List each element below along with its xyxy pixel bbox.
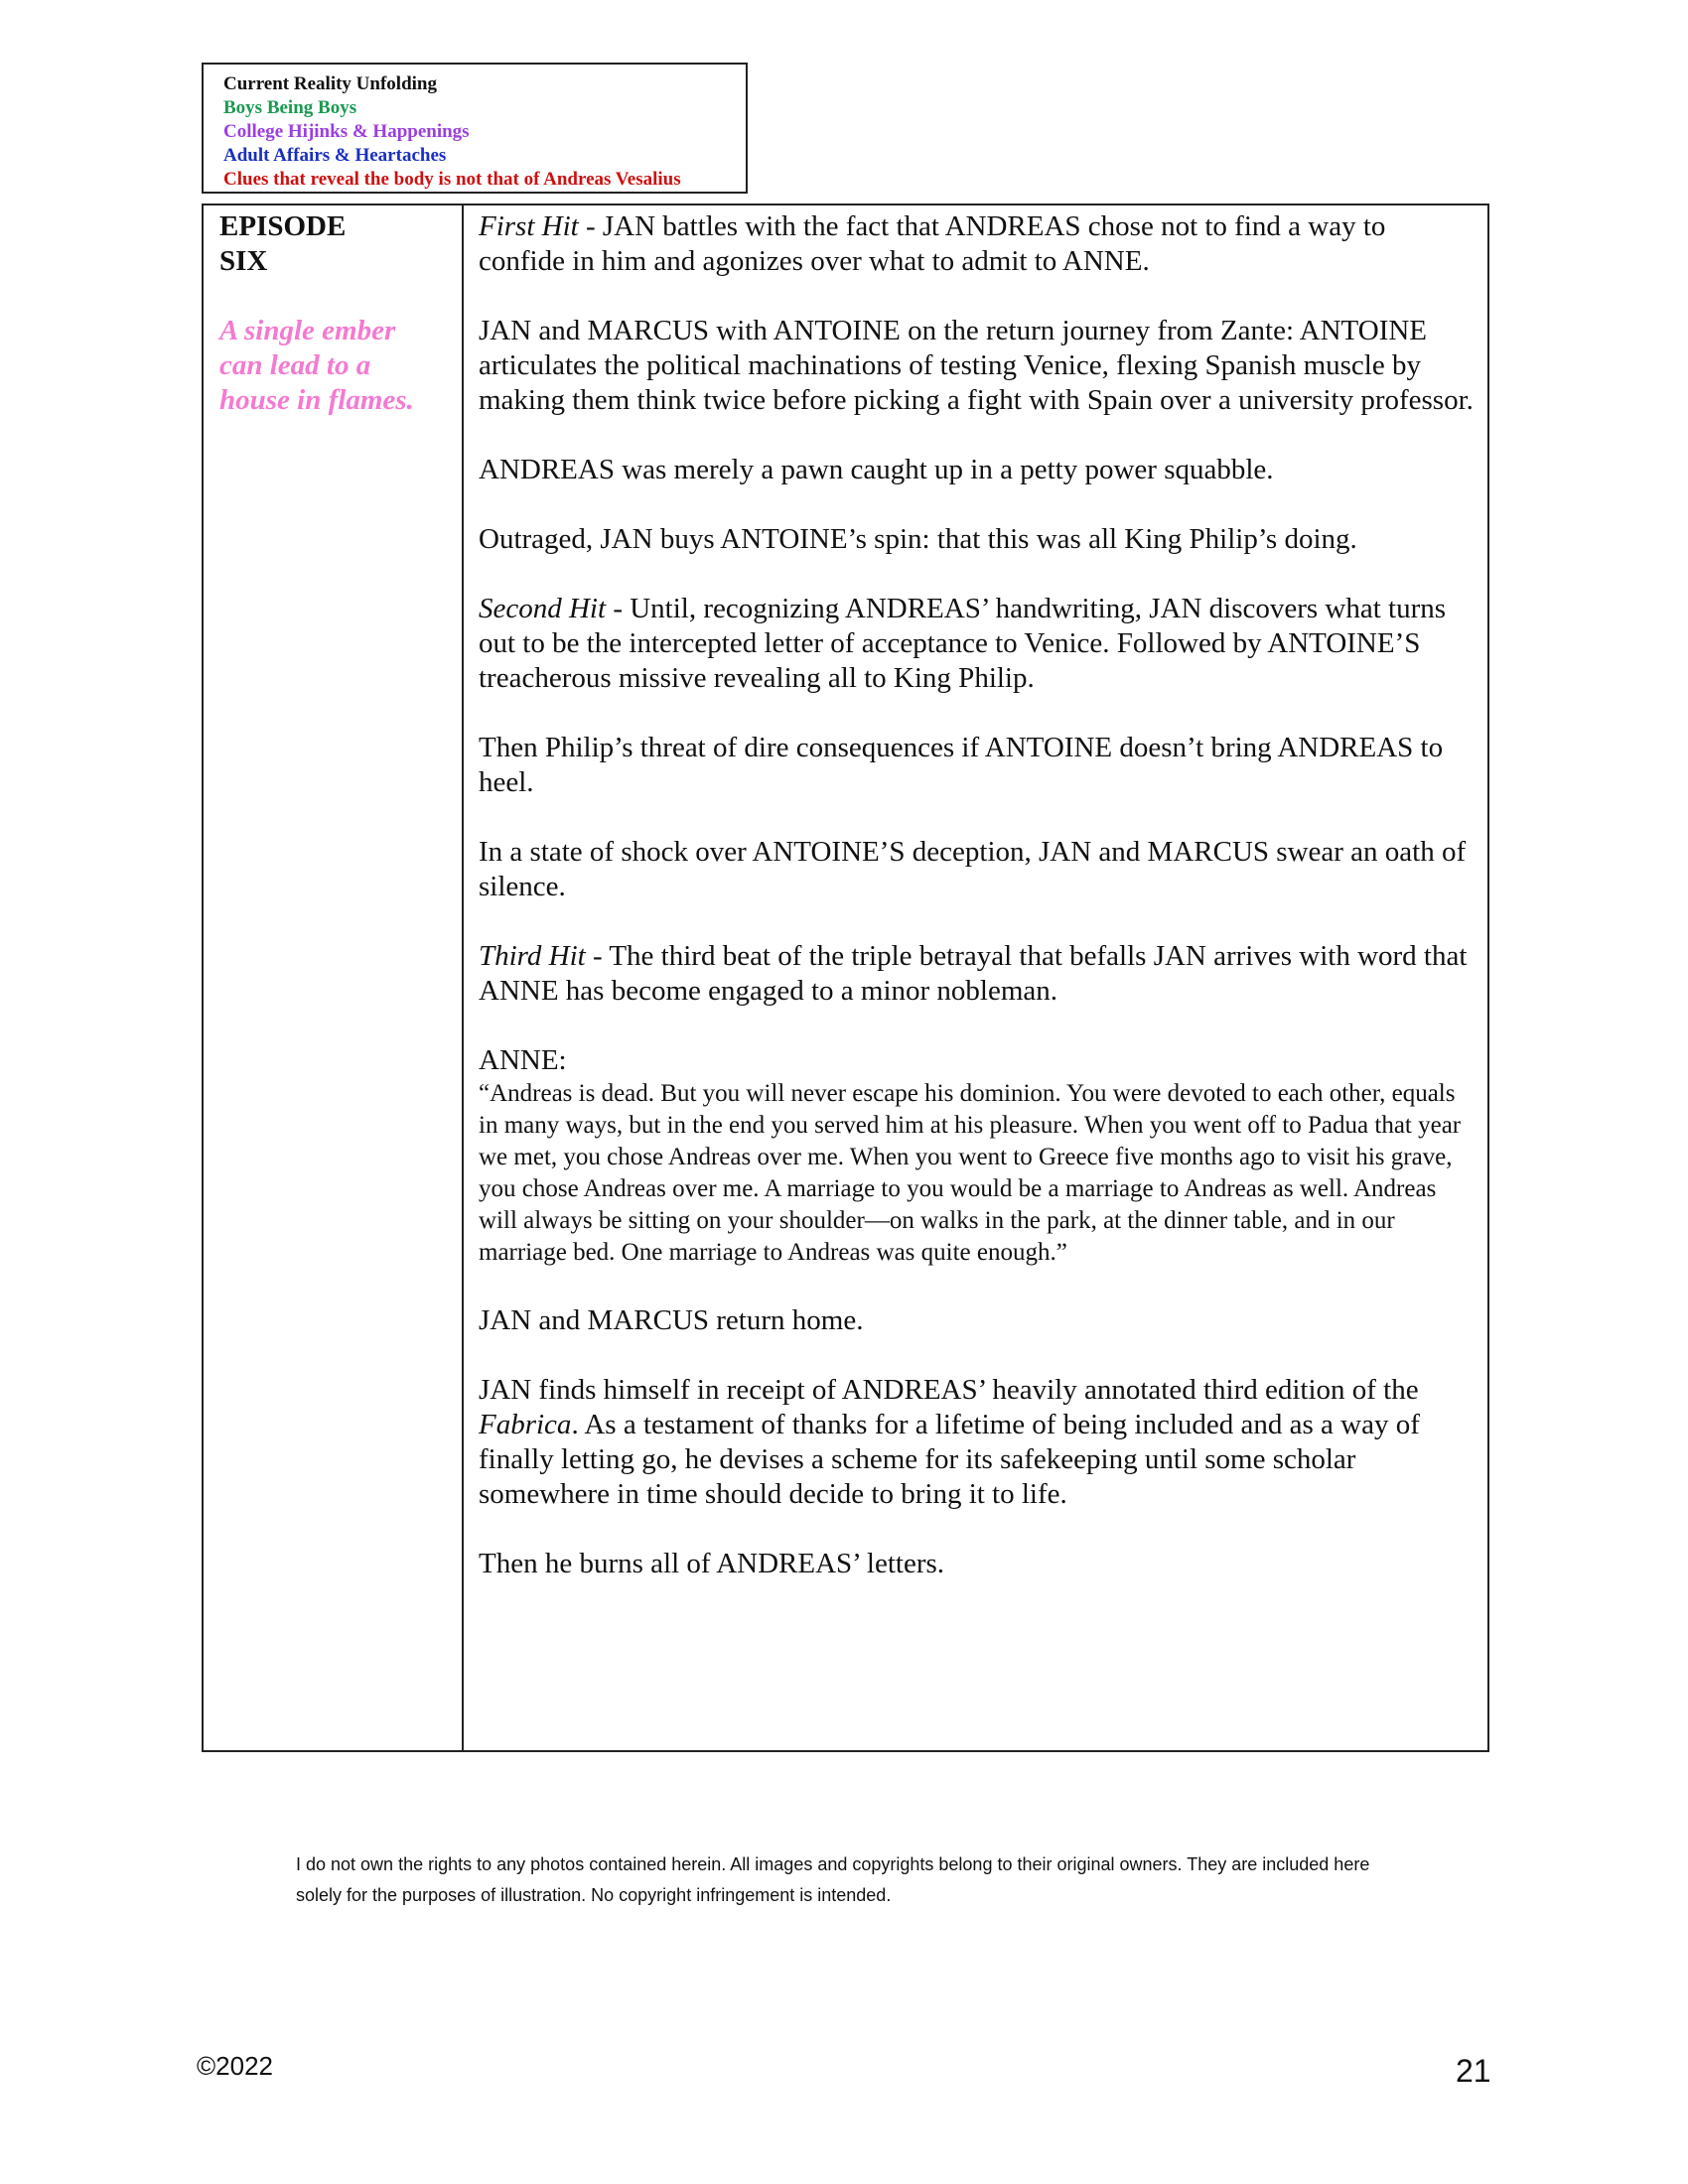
first-hit-paragraph [479,209,1474,279]
color-legend [202,63,748,194]
tagline-line2: can lead to a [219,349,371,381]
disclaimer-line2: solely for the purposes of illustration. No copyright infringement is intended. [296,1885,892,1905]
paragraph-return-home: JAN and MARCUS return home. [479,1304,864,1336]
episode-content-cell [464,205,1487,1750]
third-hit-text: - The third beat of the triple betrayal that befalls JAN arrives with word that ANNE has become engaged to a minor nobleman. [479,940,1468,1007]
second-hit-label: Second Hit [479,593,607,624]
paragraph-philip-threat: Then Philip’s threat of dire consequences if ANTOINE doesn’t bring ANDREAS to heel. [479,732,1444,798]
first-hit-label: First Hit [479,210,579,242]
tagline-line1: A single ember [219,315,396,346]
fabrica-text-a: JAN finds himself in receipt of ANDREAS’ heavily annotated third edition of the [479,1374,1419,1406]
legend-item-college-hijinks: College Hijinks & Happenings [223,121,470,142]
paragraph-fabrica [479,1373,1474,1512]
episode-label-cell [204,205,464,1750]
legend-item-boys-being-boys: Boys Being Boys [223,97,357,118]
paragraph-pawn: ANDREAS was merely a pawn caught up in a petty power squabble. [479,454,1274,485]
third-hit-label: Third Hit [479,940,586,972]
fabrica-title: Fabrica [479,1409,572,1440]
fabrica-text-b: . As a testament of thanks for a lifetime of being included and as a way of finally letting go, he devises a scheme for its safekeeping until some scholar somewhere in time should decide to bring it to life. [479,1409,1420,1510]
paragraph-outraged: Outraged, JAN buys ANTOINE’s spin: that this was all King Philip’s doing. [479,523,1357,555]
legend-item-current-reality: Current Reality Unfolding [223,73,437,94]
copyright-year: ©2022 [197,2051,273,2081]
second-hit-text: - Until, recognizing ANDREAS’ handwriting, JAN discovers what turns out to be the intercepted letter of acceptance to Venice. Followed by ANTOINE’S treacherous missive revealing all to King Philip. [479,593,1447,694]
episode-title-line1: EPISODE [219,210,347,242]
third-hit-paragraph [479,939,1474,1009]
copyright-disclaimer [296,1849,1487,1911]
page-number: 21 [1456,2053,1491,2089]
first-hit-text: - JAN battles with the fact that ANDREAS chose not to find a way to confide in him and agonizes over what to admit to ANNE. [479,210,1386,277]
legend-item-clues: Clues that reveal the body is not that of Andreas Vesalius [223,169,681,190]
second-hit-paragraph [479,592,1474,696]
anne-quote: “Andreas is dead. But you will never escape his dominion. You were devoted to each other, equals in many ways, but in the end you served him at his pleasure. When you went off to Padua that year we met, you chose Andreas over me. When you went to Greece five months ago to visit his grave, you chose Andreas over me. A marriage to you would be a marriage to Andreas as well. Andreas will always be sitting on your shoulder—on walks in the park, at the dinner table, and in our marriage bed. One marriage to Andreas was quite enough.” [479,1080,1462,1266]
episode-tagline [219,314,462,418]
disclaimer-line1: I do not own the rights to any photos contained herein. All images and copyrights belong to their original owners. They are included here [296,1854,1370,1874]
episode-title-line2: SIX [219,245,268,277]
episode-title [219,209,462,279]
tagline-line3: house in flames. [219,384,414,416]
anne-speaker-label: ANNE: [479,1044,567,1076]
episode-table [202,204,1489,1752]
paragraph-return-journey: JAN and MARCUS with ANTOINE on the return journey from Zante: ANTOINE articulates the political machinations of testing Venice, flexing Spanish muscle by making them think twice before picking a fight with Spain over a university professor. [479,315,1474,416]
paragraph-burns-letters: Then he burns all of ANDREAS’ letters. [479,1548,945,1579]
paragraph-oath: In a state of shock over ANTOINE’S deception, JAN and MARCUS swear an oath of silence. [479,836,1467,902]
legend-item-adult-affairs: Adult Affairs & Heartaches [223,145,447,166]
